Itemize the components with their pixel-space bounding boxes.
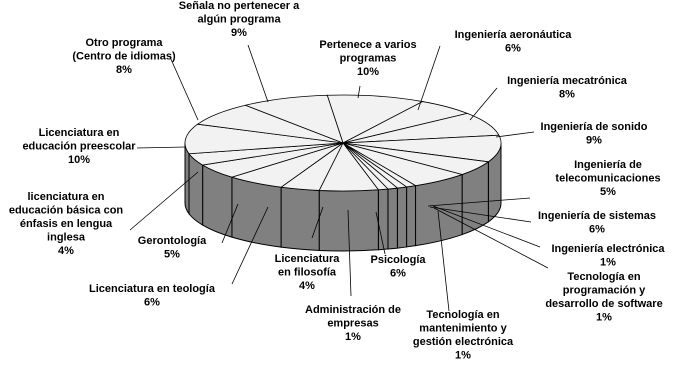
slice-name-line: Ingeniería de bbox=[574, 159, 642, 171]
slice-label-0 bbox=[319, 39, 416, 78]
slice-label-4 bbox=[555, 159, 660, 198]
leader-line-1 bbox=[418, 46, 440, 110]
slice-label-12 bbox=[89, 283, 216, 309]
slice-name-line: Ingeniería aeronáutica bbox=[454, 29, 572, 41]
slice-name-line: empresas bbox=[327, 317, 379, 330]
slice-value-label: 10% bbox=[356, 66, 380, 78]
slice-name-line: Ingeniería de sonido bbox=[540, 121, 648, 133]
slice-name-line: mantenimiento y bbox=[419, 322, 507, 335]
slice-name-line: Licenciatura en bbox=[38, 127, 120, 139]
slice-name-line: Tecnología en bbox=[426, 309, 500, 321]
pie-side-11 bbox=[281, 187, 319, 250]
slice-name-line: Licenciatura bbox=[274, 253, 340, 265]
slice-label-16 bbox=[72, 37, 176, 76]
slice-name-line: algún programa bbox=[197, 13, 281, 26]
slice-name-line: Ingeniería electrónica bbox=[551, 243, 665, 255]
slice-name-line: gestión electrónica bbox=[412, 336, 514, 348]
slice-value-label: 1% bbox=[600, 256, 616, 269]
slice-name-line: inglesa bbox=[47, 231, 85, 244]
slice-name-line: programas bbox=[339, 52, 397, 65]
slice-name-line: Licenciatura en teología bbox=[89, 283, 215, 295]
slice-label-8 bbox=[413, 309, 514, 362]
slice-value-label: 8% bbox=[559, 88, 575, 101]
slice-value-label: 6% bbox=[505, 42, 521, 55]
slice-name-line: énfasis en lengua bbox=[19, 218, 113, 230]
slice-value-label: 6% bbox=[589, 223, 605, 236]
slice-label-5 bbox=[538, 210, 656, 236]
slice-name-line: telecomunicaciones bbox=[555, 172, 661, 185]
pie-side-15 bbox=[185, 143, 189, 214]
slice-name-line: programación y bbox=[562, 284, 646, 297]
slice-value-label: 5% bbox=[600, 186, 616, 198]
slice-label-14 bbox=[9, 191, 124, 257]
slice-value-label: 8% bbox=[116, 64, 132, 76]
slice-name-line: educación preescolar bbox=[22, 140, 136, 153]
pie-side-7 bbox=[397, 187, 406, 248]
slice-label-6 bbox=[551, 243, 665, 269]
leader-line-3 bbox=[496, 132, 534, 137]
slice-label-17 bbox=[179, 0, 300, 39]
pie-side-6 bbox=[407, 186, 416, 247]
slice-value-label: 6% bbox=[390, 267, 406, 280]
slice-name-line: desarrollo de software bbox=[545, 298, 663, 310]
slice-name-line: Pertenece a varios bbox=[319, 39, 417, 51]
slice-value-label: 4% bbox=[58, 245, 74, 257]
pie-side-14 bbox=[189, 154, 203, 225]
slice-name-line: Señala no pertenecer a bbox=[178, 0, 300, 12]
pie-side-5 bbox=[416, 175, 463, 246]
slice-name-line: en filosofía bbox=[277, 266, 337, 279]
slice-value-label: 1% bbox=[455, 349, 471, 362]
slice-label-10 bbox=[370, 254, 426, 280]
pie-side-12 bbox=[232, 177, 281, 247]
pie-side-9 bbox=[378, 189, 388, 250]
slice-label-7 bbox=[545, 271, 662, 324]
slice-name-line: Ingeniería de sistemas bbox=[538, 210, 656, 222]
slice-name-line: licenciatura en bbox=[27, 191, 105, 203]
slice-value-label: 10% bbox=[67, 154, 91, 166]
slice-label-15 bbox=[22, 127, 136, 166]
slice-name-line: Psicología bbox=[370, 254, 426, 266]
slice-value-label: 1% bbox=[345, 331, 361, 343]
slice-label-3 bbox=[541, 121, 648, 147]
pie-top-group bbox=[185, 95, 501, 191]
slice-name-line: educación básica con bbox=[8, 204, 124, 217]
slice-name-line: Ingeniería mecatrónica bbox=[507, 75, 627, 87]
slice-name-line: Tecnología en bbox=[567, 271, 641, 283]
slice-value-label: 1% bbox=[596, 311, 612, 324]
leader-line-2 bbox=[470, 88, 497, 120]
slice-label-9 bbox=[305, 304, 401, 343]
slice-value-label: 9% bbox=[231, 27, 247, 39]
leader-line-17 bbox=[248, 45, 268, 102]
slice-value-label: 6% bbox=[144, 296, 160, 309]
slice-name-line: (Centro de idiomas) bbox=[72, 50, 176, 63]
slice-label-1 bbox=[455, 29, 573, 55]
slice-label-2 bbox=[507, 75, 628, 101]
slice-value-label: 9% bbox=[586, 134, 602, 147]
slice-name-line: Gerontología bbox=[137, 235, 207, 247]
slice-value-label: 4% bbox=[299, 280, 315, 292]
leader-line-16 bbox=[170, 57, 198, 120]
slice-label-11 bbox=[275, 253, 341, 292]
leader-line-15 bbox=[137, 147, 186, 148]
slice-value-label: 5% bbox=[164, 248, 180, 261]
slice-name-line: Otro programa bbox=[85, 37, 163, 49]
slice-name-line: Administración de bbox=[305, 304, 401, 316]
slice-label-13 bbox=[138, 235, 207, 261]
pie-side-8 bbox=[388, 188, 397, 249]
